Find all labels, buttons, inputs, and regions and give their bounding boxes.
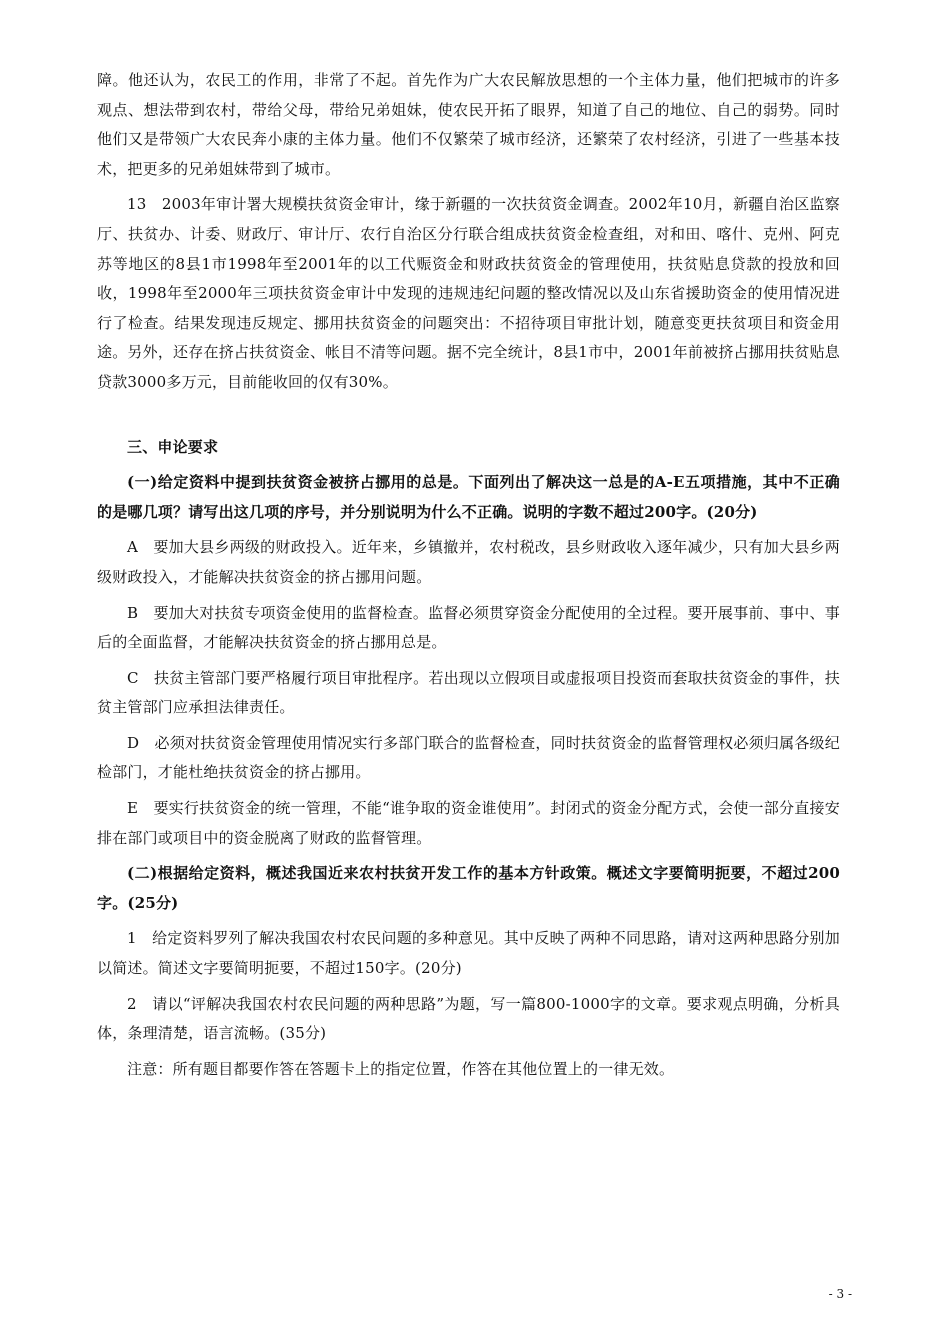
item-2: 2 请以“评解决我国农村农民问题的两种思路”为题，写一篇800-1000字的文章。要求观点明确，分析具体，条理清楚，语言流畅。(35分) xyxy=(97,994,840,1043)
option-e: E 要实行扶贫资金的统一管理，不能“谁争取的资金谁使用”。封闭式的资金分配方式，会使一部分直接安排在部门或项目中的资金脱离了财政的监督管理。 xyxy=(97,799,840,847)
option-b: B 要加大对扶贫专项资金使用的监督检查。监督必须贯穿资金分配使用的全过程。要开展事前、事中、事后的全面监督，才能解决扶贫资金的挤占挪用总是。 xyxy=(97,603,840,652)
option-c: C 扶贫主管部门要严格履行项目审批程序。若出现以立假项目或虚报项目投资而套取扶贫资金的事件，扶贫主管部门应承担法律责任。 xyxy=(97,668,840,717)
paragraph-13: 13 2003年审计署大规模扶贫资金审计，缘于新疆的一次扶贫资金调查。2002年10月，新疆自治区监察厅、扶贫办、计委、财政厅、审计厅、农行自治区分行联合组成扶贫资金检查组，对和田、喀什、克州、阿克苏等地区的8县1市1998年至2001年的以工代赈资金和财政扶贫资金的管理使用，扶贫贴息贷款的投放和回收，1998年至2000年三项扶贫资金审计中发现的违规违纪问题的整改情况以及山东省援助资金的使用情况进行了检查。结果发现违反规定、挪用扶贫资金的问题突出：不招待项目审批计划，随意变更扶贫项目和资金用途。另外，还存在挤占扶贫资金、帐目不清等问题。据不完全统计，8县1市中，2001年前被挤占挪用扶贫贴息贷款3000多万元，目前能收回的仅有30%。 xyxy=(97,195,840,391)
note: 注意：所有题目都要作答在答题卡上的指定位置，作答在其他位置上的一律无效。 xyxy=(127,1059,675,1078)
option-a: A 要加大县乡两级的财政投入。近年来，乡镇撤并，农村税改，县乡财政收入逐年减少，只有加大县乡两级财政投入，才能解决扶贫资金的挤占挪用问题。 xyxy=(97,538,840,586)
section-title: 三、申论要求 xyxy=(127,437,219,456)
question-1: (一)给定资料中提到扶贫资金被挤占挪用的总是。下面列出了解决这一总是的A-E五项措施，其中不正确的是哪几项？请写出这几项的序号，并分别说明为什么不正确。说明的字数不超过200字。(20分) xyxy=(97,473,840,521)
document-body xyxy=(97,66,840,1084)
option-d: D 必须对扶贫资金管理使用情况实行多部门联合的监督检查，同时扶贫资金的监督管理权必须归属各级纪检部门，才能杜绝扶贫资金的挤占挪用。 xyxy=(97,733,840,782)
item-1: 1 给定资料罗列了解决我国农村农民问题的多种意见。其中反映了两种不同思路，请对这两种思路分别加以简述。简述文字要简明扼要，不超过150字。(20分) xyxy=(97,929,840,978)
question-2: (二)根据给定资料，概述我国近来农村扶贫开发工作的基本方针政策。概述文字要简明扼要，不超过200字。(25分) xyxy=(97,864,840,912)
page-number: - 3 - xyxy=(828,1287,852,1301)
paragraph-continuation: 障。他还认为，农民工的作用，非常了不起。首先作为广大农民解放思想的一个主体力量，他们把城市的许多观点、想法带到农村，带给父母，带给兄弟姐妹，使农民开拓了眼界，知道了自己的地位、自己的弱势。同时他们又是带领广大农民奔小康的主体力量。他们不仅繁荣了城市经济，还繁荣了农村经济，引进了一些基本技术，把更多的兄弟姐妹带到了城市。 xyxy=(97,71,840,178)
